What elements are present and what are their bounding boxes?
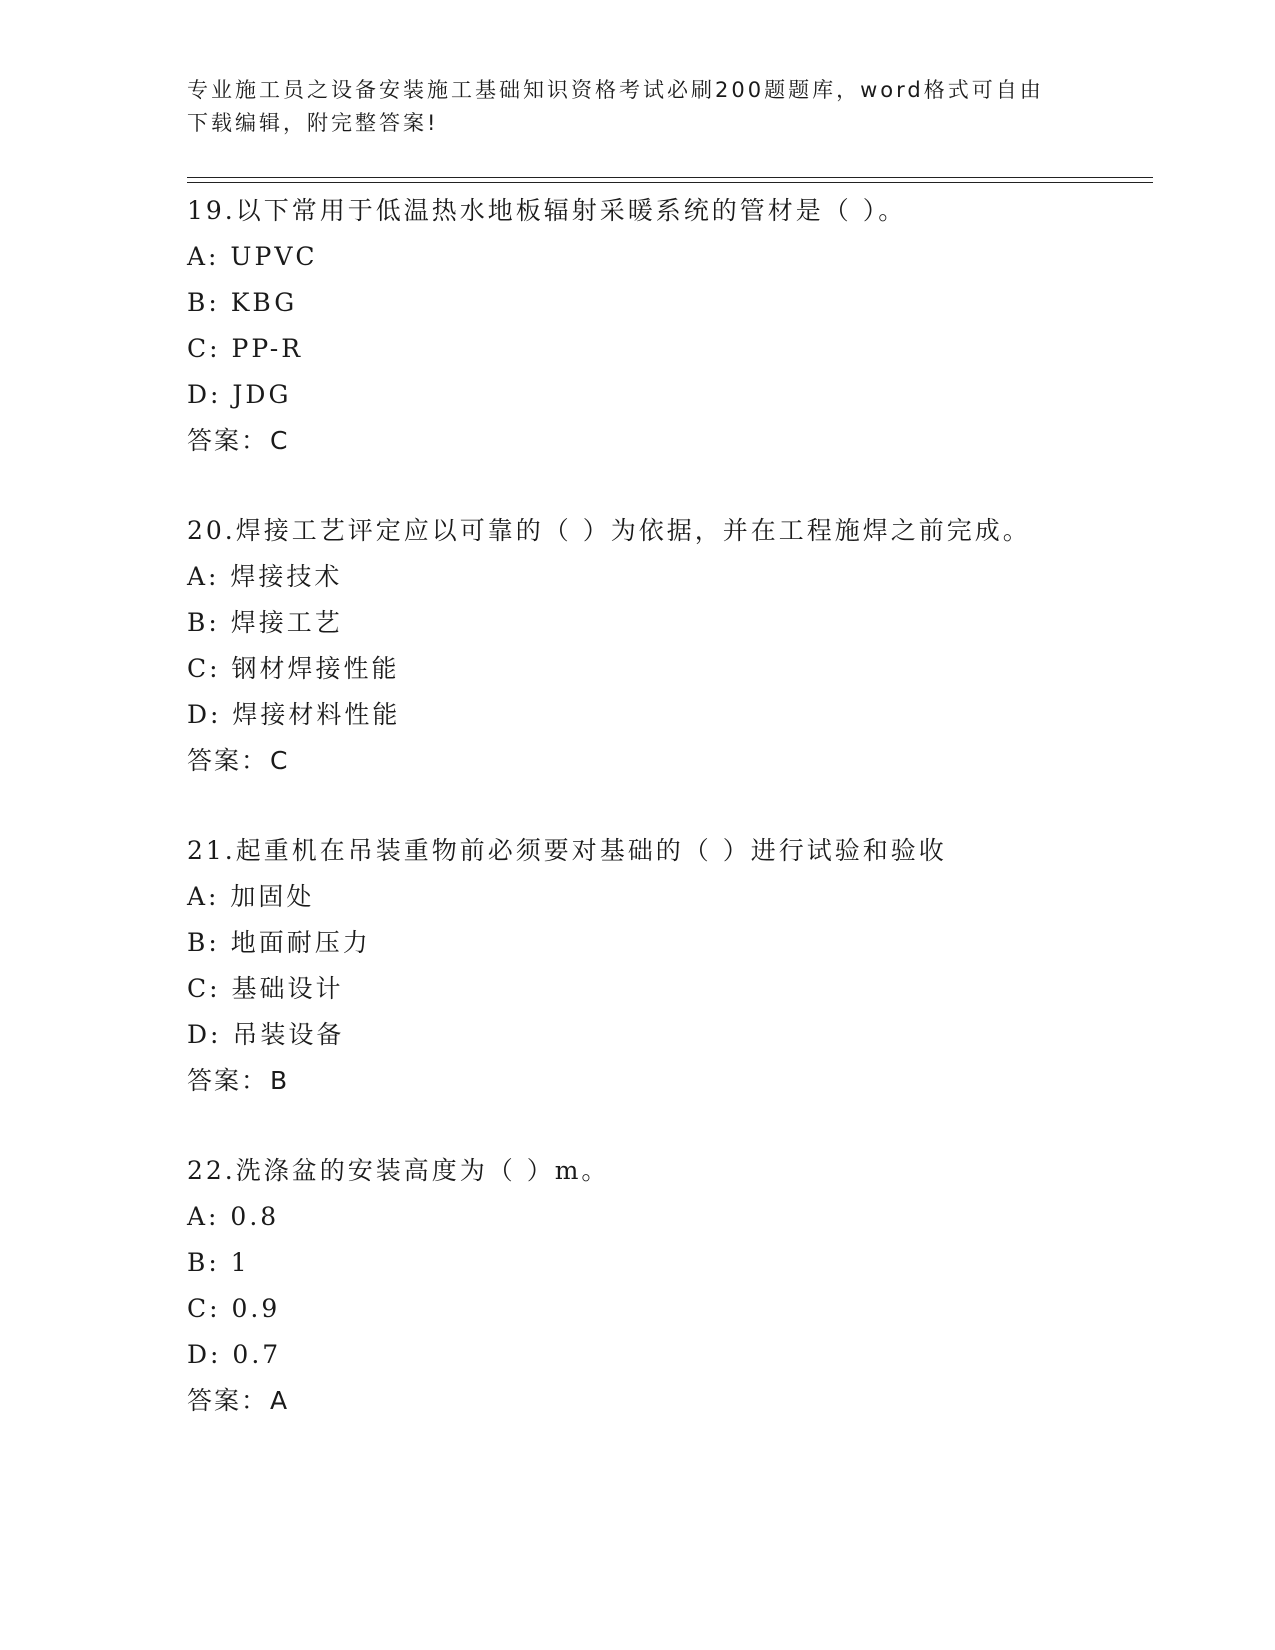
answer-value: C xyxy=(270,426,290,455)
header-divider-top xyxy=(187,177,1153,178)
option-a: A: 焊接技术 xyxy=(187,562,343,591)
option-c: C: 0.9 xyxy=(187,1294,281,1323)
answer-line xyxy=(187,1058,1147,1104)
option-c: C: PP-R xyxy=(187,334,304,363)
answer-label: 答案： xyxy=(187,746,269,775)
answer-line xyxy=(187,418,1147,464)
option-a: A: UPVC xyxy=(187,242,318,271)
answer-label: 答案： xyxy=(187,1386,269,1415)
option-d: D: 0.7 xyxy=(187,1340,282,1369)
question-22 xyxy=(187,1148,1147,1424)
option-c: C: 钢材焊接性能 xyxy=(187,654,400,683)
option-a: A: 0.8 xyxy=(187,1202,280,1231)
option-b: B: 地面耐压力 xyxy=(187,928,371,957)
answer-value: A xyxy=(270,1386,290,1415)
question-20 xyxy=(187,508,1147,784)
question-title: 22.洗涤盆的安装高度为（ ）m。 xyxy=(187,1156,610,1185)
option-c: C: 基础设计 xyxy=(187,974,344,1003)
answer-value: B xyxy=(270,1066,290,1095)
question-title: 20.焊接工艺评定应以可靠的（ ）为依据，并在工程施焊之前完成。 xyxy=(187,516,1031,545)
option-b: B: 1 xyxy=(187,1248,250,1277)
answer-label: 答案： xyxy=(187,1066,269,1095)
document-header xyxy=(187,74,1087,140)
answer-line xyxy=(187,738,1147,784)
option-a: A: 加固处 xyxy=(187,882,315,911)
header-divider-bottom xyxy=(187,182,1153,183)
option-b: B: 焊接工艺 xyxy=(187,608,343,637)
question-19 xyxy=(187,188,1147,464)
answer-label: 答案： xyxy=(187,426,269,455)
header-line-1: 专业施工员之设备安装施工基础知识资格考试必刷200题题库，word格式可自由 xyxy=(187,78,1044,102)
header-line-2: 下载编辑，附完整答案! xyxy=(187,111,439,135)
question-title: 21.起重机在吊装重物前必须要对基础的（ ）进行试验和验收 xyxy=(187,836,947,865)
question-21 xyxy=(187,828,1147,1104)
answer-value: C xyxy=(270,746,290,775)
option-d: D: 焊接材料性能 xyxy=(187,700,401,729)
option-b: B: KBG xyxy=(187,288,298,317)
option-d: D: 吊装设备 xyxy=(187,1020,345,1049)
question-title: 19.以下常用于低温热水地板辐射采暖系统的管材是（ ）。 xyxy=(187,196,907,225)
answer-line xyxy=(187,1378,1147,1424)
option-d: D: JDG xyxy=(187,380,292,409)
